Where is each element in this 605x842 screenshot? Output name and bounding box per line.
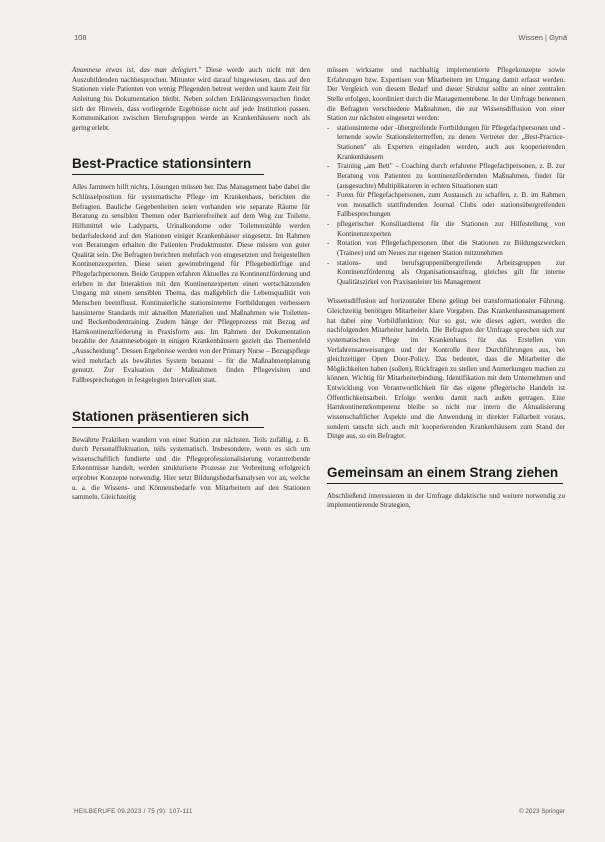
list-item: - stationsinterne oder -übergreifende Fortbildungen für Pflegefachpersonen und -lernende sowie Stationsleitertreffen, zu denen Vertreter der „Best-Practice-Stationen" als Experten eingeladen werden, auch aus kooperierenden Krankenhäusern bbox=[327, 123, 565, 161]
list-item: - pflegerischer Konsiliardienst für die Stationen zur Hilfestellung von Kontinenzexperten bbox=[327, 220, 565, 238]
heading-stationen: Stationen präsentieren sich bbox=[72, 409, 264, 428]
measures-list bbox=[327, 124, 565, 288]
right-paragraph-1: müssen wirksame und nachhaltig implementierte Pflegekonzepte sowie Erfahrungen bzw. Expertisen von Mitarbeitern im Umgang damit erfasst werden. Der Vergleich von diesem Bedarf und dieser Struktur sollte an einer zentralen Stelle erfolgen, koordiniert durch die Managementebene. In der Umfrage benennen die Befragten verschiedene Maßnahmen, die zur Wissensdiffusion von einer Station zur nächsten eingesetzt werden: bbox=[327, 66, 565, 123]
intro-paragraph bbox=[72, 66, 310, 133]
heading-best-practice: Best-Practice stationsintern bbox=[72, 156, 264, 175]
running-header: Wissen | Gynä bbox=[518, 33, 567, 42]
right-paragraph-2: Wissensdiffusion auf horizontaler Ebene gelingt bei transformationaler Führung. Gleichzeitig benötigen Mitarbeiter klare Vorgaben. Das Krankenhausmanagement hat dabei eine Vorbildfunktion: Nur so gut, wie dieses agiert, werden die nachfolgenden Mitarbeiter handeln. Die Befragten der Umfrage sprechen sich zur systematischen Pflege im Krankenhaus für das Erstellen von Verfahrensanweisungen und der Kontrolle ihrer Durchführungen aus, bei gleichzeitiger Open Door-Policy. Das bedeutet, dass die Mitarbeiter die Möglichkeiten haben (sollen), Rückfragen zu stellen und Anmerkungen machen zu können. Wichtig für Mitarbeiterbindung, Identifikation mit dem Unternehmen und Entwicklung von Verantwortlichkeit für das eigene pflegerische Handeln ist Öffentlichkeitsarbeit. Erfolge werden damit nach außen getragen. Eine Harnkontinenzkompetenz bleibe so nicht nur intern die Aktualisierung wissenschaftlicher Aspekte und die Anwendung in direkter Fallarbeit voraus, sondern tauscht sich auch mit kooperierenden Krankenhäusern zum Stand der Dinge aus, so ein Befragter. bbox=[327, 297, 565, 441]
left-column bbox=[72, 66, 310, 503]
list-item: - Foren für Pflegefachpersonen, zum Austausch zu schaffen, z. B. im Rahmen von monatlich stattfindenden Journal Clubs oder stationsübergreifenden Fallbesprechungen bbox=[327, 191, 565, 219]
page-number: 108 bbox=[74, 33, 87, 42]
best-practice-paragraph: Alles Jammern hilft nichts, Lösungen müssen her. Das Management habe dabei die Schlüsselposition für systematische Pflege im Krankenhaus, berichten die Befragten. Bauliche Gegebenheiten seien vorhanden wie separate Räume für Beratung zu sensiblen Themen oder Barrierefreiheit auf dem Weg zur Toilette. Hilfsmittel wie Ladyparts, Urinalkondome oder Toilettenstühle werden bedarfsdeckend auf den Stationen einiger Krankenhäuser eingesetzt. Im Rahmen von Beratungen erhalten die Patienten Produktmuster. Diese müssen von guter Qualität sein. Die Befragten berichten mehrfach von eingesetzten und freigestellten Kontinenzexperten. Diese seien gewinnbringend für Pflegebedürftige und Pflegefachpersonen. Beide Gruppen erfahren Aktuelles zu Kontinenzförderung und erleben in der Interaktion mit den Kontinenzexperten einen wertschätzenden Umgang mit einem sensiblen Thema, das maßgeblich die Lebensqualität von Menschen beeinflusst. Kontinuierliche stationsinterne Fortbildungen verbessern hausinterne Standards mit aktuellen Materialien und Maßnahmen wie Toiletten- und Beckenbodentraining. Zudem hänge der Pflegeprozess mit Bezug auf Harnkontinenzförderung in Praxisform aus. Im Rahmen der Dokumentation bezahlte der Anamnesebogen in einigen Krankenhäusern gezielt das Themenfeld „Ausscheidung". Dessen Ergebnisse werden von der Primary Nurse – Bezugspflege wird mehrfach als bewährtes System benannt – für die Maßnahmenplanung genutzt. Zur Evaluation der Maßnahmen finden Pflegevisiten und Fallbesprechungen in festgelegten Intervallen statt. bbox=[72, 183, 310, 384]
stationen-paragraph: Bewährte Praktiken wandern von einer Station zur nächsten. Teils zufällig, z. B. durch Personalfluktuation, teils systematisch. Insbesondere, wenn es sich um wissenschaftlich fundierte und die Pflegeprofessionalisierung vorantreibende Erkenntnisse handelt, werden strukturierte Prozesse zur Verbreitung erfolgreich erprobter Konzepte notwendig. Hier setzt Bildungsbedarfsanalysen vor an, welche u. a. die Wissens- und Könnensbedarfe von Mitarbeitern auf den Stationen sammeln. Gleichzeitig bbox=[72, 435, 310, 502]
list-item: - Rotation von Pflegefachpersonen über die Stationen zu Bildungszwecken (Trainee) und um Neues zur eigenen Station mitzunehmen bbox=[327, 239, 565, 257]
footer-citation: HEILBERUFE 09.2023 / 75 (9): 107-111 bbox=[74, 808, 193, 815]
right-paragraph-3: Abschließend interessieren in der Umfrage didaktische und weitere notwendig zu implementierende Strategien, bbox=[327, 491, 565, 510]
list-item: - Training „am Bett" – Coaching durch erfahrene Pflegefachpersonen, z. B. zur Beratung von Patienten zu kontinenzfördernden Maßnahmen, findet für (ausgesuchte) Multiplikatoren in echten Situationen statt bbox=[327, 162, 565, 190]
heading-gemeinsam: Gemeinsam an einem Strang ziehen bbox=[327, 465, 563, 484]
footer-copyright: © 2023 Springer bbox=[519, 808, 565, 815]
list-item: - stations- und berufsgruppenübergreifende Arbeitsgruppen zur Kontinenzförderung als Organisationsauftrag, gleiches gilt für interne Qualitätszirkel von Praxisanleiter bis Management bbox=[327, 258, 565, 286]
intro-text: Diese werde auch nicht mit den Auszubildenden nachbesprochen. Mitunter wird darauf hingewiesen, dass auf den Stationen viele Patienten von wenig Pflegenden betreut werden und kaum Zeit für Anleitung bis Dokumentation bleibt. Neben solchen Erklärungsversuchen findet sich der Hinweis, dass vorliegende Ergebnisse nicht auf jede Institution passen. Kommunikation zwischen Berufsgruppen werde an Krankenhäusern noch als gering erlebt. bbox=[72, 66, 310, 132]
right-column bbox=[327, 66, 565, 511]
intro-italic-quote: Anamnese etwas ist, das man delegiert." bbox=[72, 66, 202, 74]
